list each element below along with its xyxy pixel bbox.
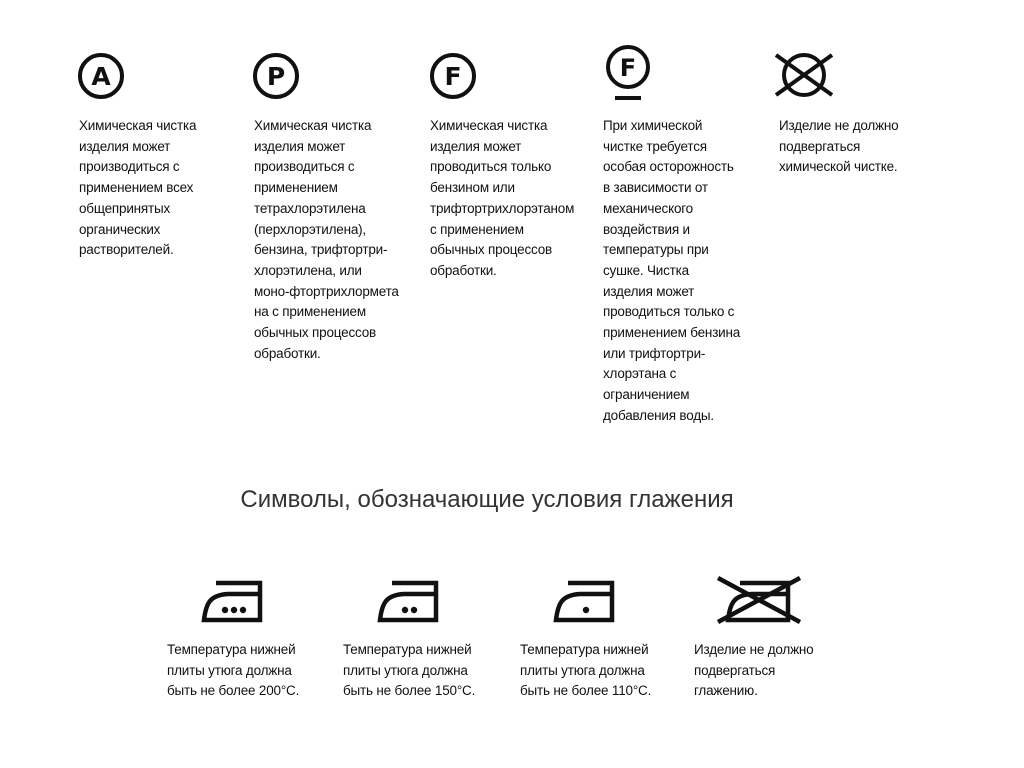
iron-110-description: Температура нижней плиты утюга должна быть не более 110°С.: [520, 642, 652, 699]
ironing-section-title: Символы, обозначающие условия глажения: [240, 486, 734, 513]
dry-clean-f-description: Химическая чистка изделия может проводиться только бензином или трифтортрихлорэтаном с применением обычных процессов обработки.: [430, 118, 575, 278]
dry-clean-a-description: Химическая чистка изделия может производиться с применением всех общепринятых органических растворителей.: [79, 118, 197, 258]
iron-two-dots-icon: [376, 575, 448, 625]
no-dry-clean-description: Изделие не должно подвергаться химической чистке.: [779, 118, 899, 175]
svg-text:P: P: [266, 62, 286, 91]
crossed-iron-icon: [712, 574, 804, 626]
iron-one-dot-icon: [552, 575, 624, 625]
svg-text:A: A: [91, 62, 111, 91]
circle-letter-f-underlined-icon: [602, 45, 654, 105]
circle-letter-p-icon: [252, 52, 300, 100]
dry-clean-f-gentle-description: При химической чистке требуется особая осторожность в зависимости от механического воздействия и температуры при сушке. Чистка изделия может проводиться только с применением бензина или трифтортри- хлорэтана с ограничением добавления воды.: [603, 118, 741, 423]
svg-text:F: F: [444, 62, 462, 91]
iron-three-dots-icon: [200, 575, 272, 625]
no-iron-description: Изделие не должно подвергаться глажению.: [694, 642, 814, 699]
crossed-circle-icon: [772, 50, 836, 100]
circle-letter-f-icon: [429, 52, 477, 100]
iron-200-description: Температура нижней плиты утюга должна быть не более 200°С.: [167, 642, 300, 699]
dry-clean-p-description: Химическая чистка изделия может производиться с применением тетрахлорэтилена (перхлорэтилена), бензина, трифтортри- хлорэтилена, или моно-фтортрихлормета на с применением обычных процессов обработки.: [254, 118, 399, 361]
iron-150-description: Температура нижней плиты утюга должна быть не более 150°С.: [343, 642, 476, 699]
circle-letter-a-icon: [77, 52, 125, 100]
svg-text:F: F: [619, 54, 637, 82]
